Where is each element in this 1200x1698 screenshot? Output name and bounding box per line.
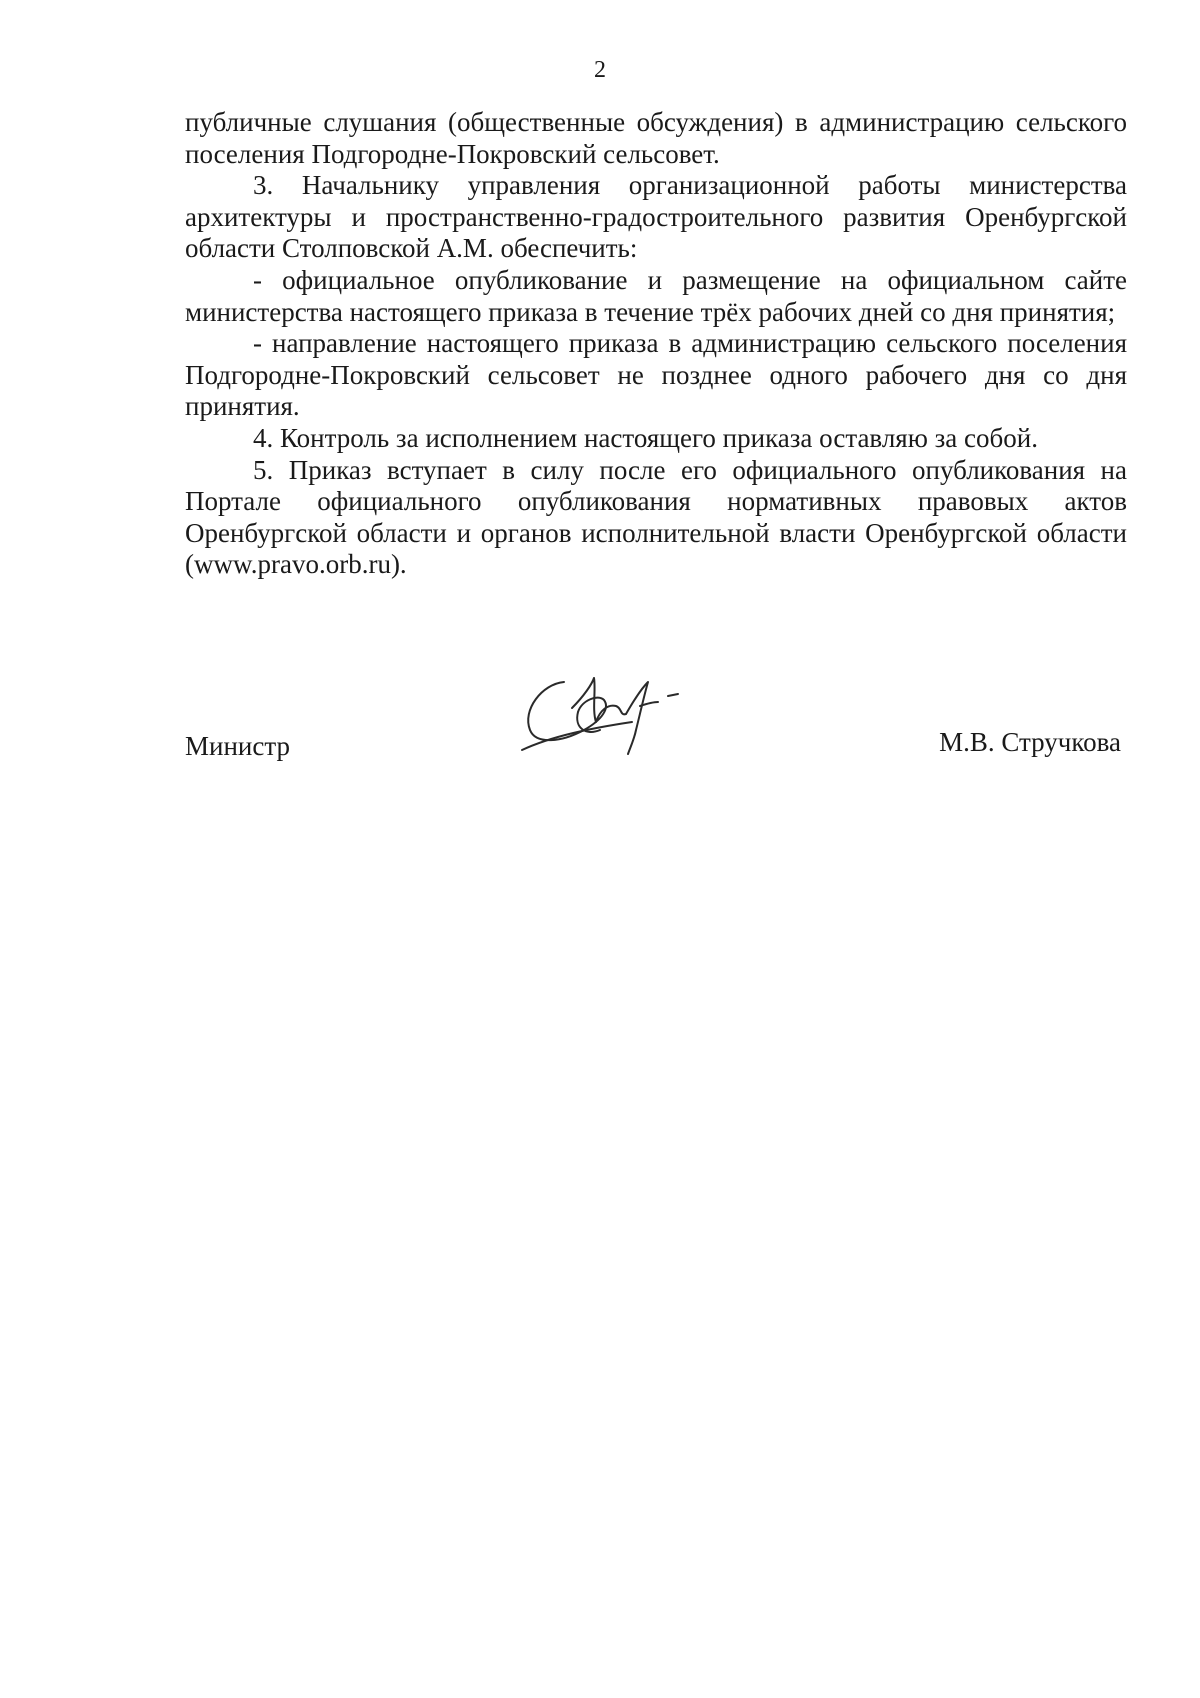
page-number: 2 bbox=[594, 57, 606, 83]
document-body bbox=[185, 107, 1127, 581]
paragraph-item-3-direction: - направление настоящего приказа в администрацию сельского поселения Подгородне-Покровский сельсовет не позднее одного рабочего дня со дня принятия. bbox=[185, 328, 1127, 422]
paragraph-item-4: 4. Контроль за исполнением настоящего приказа оставляю за собой. bbox=[253, 422, 1038, 453]
paragraph-item-5: 5. Приказ вступает в силу после его официального опубликования на Портале официального опубликования нормативных правовых актов Оренбургской области и органов исполнительной власти Оренбургской области (www.pravo.orb.ru). bbox=[185, 454, 1127, 580]
paragraph-item-3-publication: - официальное опубликование и размещение на официальном сайте министерства настоящего приказа в течение трёх рабочих дней со дня принятия; bbox=[185, 264, 1127, 327]
paragraph-continuation: публичные слушания (общественные обсуждения) в администрацию сельского поселения Подгородне-Покровский сельсовет. bbox=[185, 107, 1127, 169]
signatory-name: М.В. Стручкова bbox=[939, 727, 1121, 757]
paragraph-item-3: 3. Начальнику управления организационной работы министерства архитектуры и пространственно-градостроительного развития Оренбургской области Столповской А.М. обеспечить: bbox=[185, 170, 1127, 264]
signatory-title: Министр bbox=[185, 731, 290, 761]
signature-block bbox=[185, 727, 1127, 770]
